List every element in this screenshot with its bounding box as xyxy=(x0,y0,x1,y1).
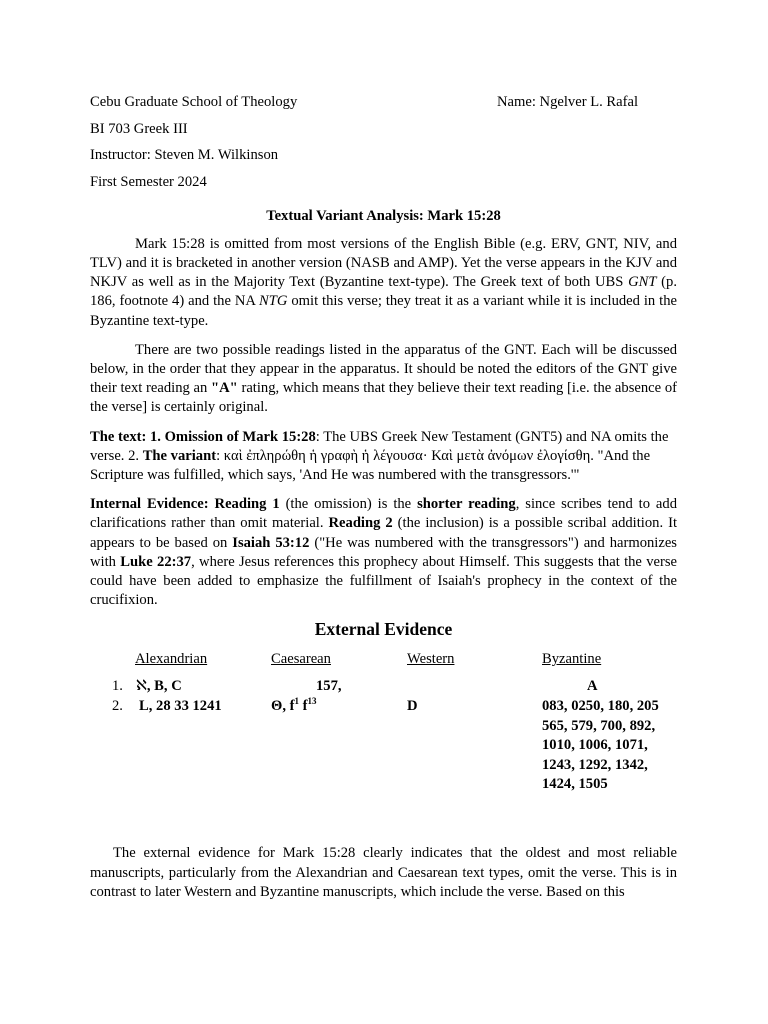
semester: First Semester 2024 xyxy=(90,174,207,191)
paragraph-intro: Mark 15:28 is omitted from most versions of the English Bible (e.g. ERV, GNT, NIV, and TLV) and it is bracketed in another version (NASB and AMP). Yet the verse appears in the KJV and NKJV as well as in the Majority Text (Byzantine text-type). The Greek text of both UBS GNT (p. 186, footnote 4) and the NA NTG omit this verse; they treat it as a variant while it is included in the Byzantine text-type. xyxy=(90,235,677,329)
row1-alexandrian: ℵ, B, C xyxy=(136,678,182,695)
school-name: Cebu Graduate School of Theology xyxy=(90,94,298,110)
course-code: BI 703 Greek III xyxy=(90,120,188,137)
col-header-caesarean: Caesarean xyxy=(271,651,331,668)
col-header-byzantine: Byzantine xyxy=(542,651,602,668)
row-number-1: 1. xyxy=(112,678,123,695)
paragraph-external-conclusion: The external evidence for Mark 15:28 clearly indicates that the oldest and most reliable manuscripts, particularly from the Alexandrian and Caesarean text types, omit the verse. This is in contrast to later Western and Byzantine manuscripts, which include the verse. Based on this xyxy=(90,845,677,900)
external-evidence-heading: External Evidence xyxy=(314,619,453,640)
row2-western: D xyxy=(407,698,418,714)
header-line-1 xyxy=(90,92,677,119)
paragraph-text-variant: The text: 1. Omission of Mark 15:28: The UBS Greek New Testament (GNT5) and NA omits the verse. 2. The variant: καὶ ἐπληρώθη ἡ γραφὴ ἡ λέγουσα· Καὶ μετὰ ἀνόμων ἐλογίσθη. "And the Scripture was fulfilled, which says, 'And He was numbered with the transgressors.'" xyxy=(90,428,669,483)
document-title: Textual Variant Analysis: Mark 15:28 xyxy=(266,207,501,224)
paragraph-internal-evidence: Internal Evidence: Reading 1 (the omission) is the shorter reading, since scribes tend to add clarifications rather than omit material. Reading 2 (the inclusion) is a possible scribal addition. It appears to be based on Isaiah 53:12 ("He was numbered with the transgressors") and harmonizes with Luke 22:37, where Jesus references this prophecy about Himself. This suggests that the verse could have been added to emphasize the fulfillment of Isaiah's prophecy in the context of the crucifixion. xyxy=(90,496,678,609)
instructor-name: Instructor: Steven M. Wilkinson xyxy=(90,147,279,164)
row1-caesarean: 157, xyxy=(316,678,342,695)
row2-byzantine: 083, 0250, 180, 205 565, 579, 700, 892, 1010, 1006, 1071, 1243, 1292, 1342, 1424, 1505 xyxy=(542,698,659,793)
document-page xyxy=(90,92,677,902)
col-header-western: Western xyxy=(407,651,455,668)
row1-byzantine: A xyxy=(587,678,598,695)
paragraph-readings: There are two possible readings listed in the apparatus of the GNT. Each will be discussed below, in the order that they appear in the apparatus. It should be noted the editors of the GNT give their text reading an "A" rating, which means that they believe their text reading [i.e. the absence of the verse] is certainly original. xyxy=(90,341,677,416)
evidence-table xyxy=(90,649,677,799)
row2-alexandrian: L, 28 33 1241 xyxy=(139,698,222,714)
row2-caesarean: Θ, $f^1$ $f^{13}$ xyxy=(271,696,317,714)
student-name: Name: Ngelver L. Rafal xyxy=(497,94,639,110)
col-header-alexandrian: Alexandrian xyxy=(135,651,208,668)
row-number-2: 2. xyxy=(112,698,123,714)
